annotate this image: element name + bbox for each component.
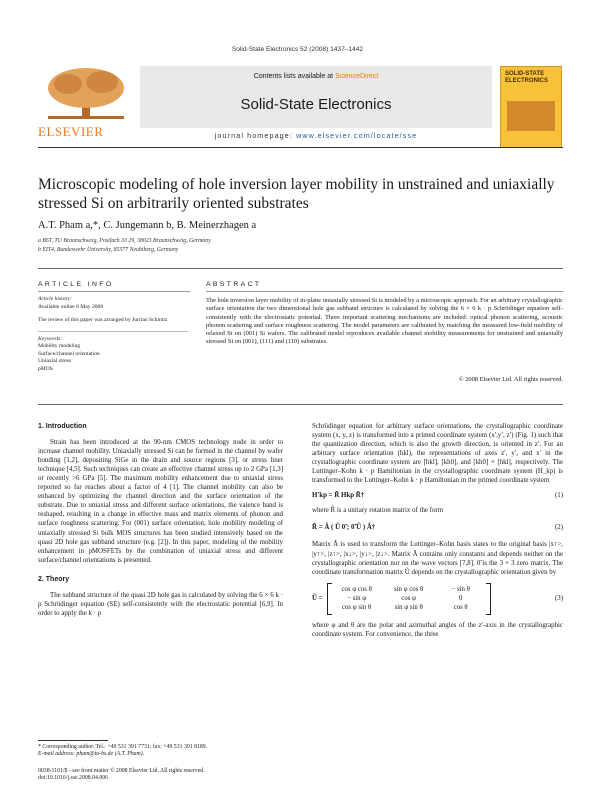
info-rule: [38, 291, 190, 292]
cover-title: SOLID-STATE ELECTRONICS: [505, 71, 549, 84]
keyword-item: Uniaxial stress: [38, 358, 72, 364]
matrix-cell: sin φ sin θ: [394, 604, 423, 612]
homepage-link[interactable]: www.elsevier.com/locate/sse: [296, 131, 418, 140]
theory-heading: 2. Theory: [38, 575, 70, 583]
equation-1-body: H′kp = R̃ Hkp R̃†: [312, 492, 365, 500]
keyword-item: Mobility modeling: [38, 343, 81, 349]
cover-image: [507, 101, 555, 131]
matrix-cell: cos φ sin θ: [342, 604, 372, 612]
right-paragraph-2: where R̃ is a unitary rotation matrix of the form: [312, 507, 444, 515]
equation-3: [312, 583, 563, 615]
info-top-rule: [38, 268, 563, 269]
issn-line: 0038-1101/$ - see front matter © 2008 Elsevier Ltd. All rights reserved.: [38, 768, 205, 774]
right-paragraph-4: where φ and θ are the polar and azimuthal angles of the z′-axis in the crystallographic coordinate system. For convenience, the three: [312, 621, 563, 638]
affiliation-b: b EIT4, Bundeswehr University, 85577 Neubiberg, Germany: [38, 247, 179, 253]
matrix-cell: − sin φ: [347, 595, 367, 603]
history-value: Available online 8 May 2008: [38, 303, 104, 310]
footnote-rule: [38, 740, 108, 741]
abstract-rule: [206, 291, 563, 292]
equation-2-body: R̃ = Ã ( Ũ 0̃ ; 0̃ Ũ ) Ã†: [312, 524, 376, 532]
footnote-corresponding: * Corresponding author. Tel.: +49 531 391 7731; fax: +49 531 391 8189.: [38, 744, 208, 750]
equation-1-number: (1): [554, 492, 563, 500]
footnotes: [38, 744, 283, 759]
affiliation-a: a BST, TU Braunschweig, Postfach 33 29, 38023 Braunschweig, Germany: [38, 238, 211, 244]
article-info-block: [38, 296, 188, 373]
abstract-heading: ABSTRACT: [206, 281, 262, 288]
matrix-cell: − sin θ: [451, 586, 470, 594]
contents-line: [140, 73, 492, 80]
body-top-rule: [38, 404, 563, 405]
right-paragraph-1: Schrödinger equation for arbitrary surface orientations, the crystallographic coordinate system (x, y, z) is transformed into a primed coordinate system (x′,y′, z′) (Fig. 1) such that the quantization direction, which is also the growth direction, is oriented in z′. For an arbitrary surface orientation (hkl), the representations of axes z′, y′, and x′ in the crystallographic coordinate system are [hkl], [kh0], and [kh0] × [hkl], respectively. The Luttinger–Kohn k · p Hamiltonian in the crystallographic coordinate system (H_kp) is transformed to the Luttinger–Kohn k · p Hamiltonian in the primed coordinate system: [312, 423, 563, 485]
article-title: Microscopic modeling of hole inversion layer mobility in unstrained and uniaxially stressed Si on arbitrarily oriented substrates: [38, 176, 555, 212]
right-paragraph-3: Matrix Ã is used to transform the Luttinger–Kohn basis states to the original basis |x↑>, |y↑>, |z↑>, |x↓>, |y↓>, |z↓>. Matrix Ã contains only constants and depends neither on the crystallographic orientation nor on the wave vectors [7,8]. 0̃ is the 3 × 3 zero matrix. The coordinate transformation matrix Ũ depends on the crystallographic orientation given by: [312, 541, 563, 576]
publication-info: [38, 768, 283, 783]
equation-1: [312, 491, 563, 500]
footnote-email: E-mail address: pham@tu-bs.de (A.T. Pham).: [38, 751, 145, 758]
keyword-item: Surface/channel orientation: [38, 350, 100, 357]
journal-citation: Solid-State Electronics 52 (2008) 1437–1442: [231, 46, 364, 53]
sciencedirect-link[interactable]: ScienceDirect: [335, 73, 379, 80]
keywords-label: Keywords:: [38, 335, 63, 342]
matrix-u-label: Ũ =: [312, 595, 323, 603]
publisher-wordmark: ELSEVIER: [38, 124, 104, 139]
theory-paragraph: The subband structure of the quasi 2D hole gas is calculated by solving the 6 × 6 k · p Schrödinger equation (SE) self-consistently with the electrostatic potential [6,9]. In order to apply the k · p: [38, 591, 283, 617]
left-column: [38, 422, 283, 618]
equation-2: [312, 523, 563, 532]
matrix-cell: cos φ cos θ: [341, 586, 372, 594]
history-label: Article history:: [38, 296, 73, 302]
article-authors: A.T. Pham a,*, C. Jungemann b, B. Meinerzhagen a: [38, 220, 257, 231]
contents-prefix: Contents lists available at: [253, 73, 336, 80]
matrix-right-bracket: [486, 583, 491, 615]
abstract-text: The hole inversion layer mobility of in-plane uniaxially stressed Si is modeled by a microscopic approach. For an arbitrary crystallographic surface orientation the two dimensional hole gas subband structure is calculated by solving the 6 × 6 k · p Schrödinger equation self-consistently with the electrostatic potential. Three important scattering mechanisms are included: optical phonon scattering, acoustic phonon scattering and surface roughness scattering. The model parameters are calibrated by matching the measured low-field mobility of relaxed Si on (001) Si wafers. The calibrated model reproduces available channel mobility measurements for unstrained and uniaxially stressed Si on (001), (111) and (110) substrates.: [206, 297, 563, 346]
equation-2-number: (2): [554, 524, 563, 532]
matrix-rows: [332, 585, 486, 612]
journal-homepage: [140, 131, 492, 140]
matrix-cell: 0: [458, 595, 463, 603]
journal-title: Solid-State Electronics: [240, 96, 392, 113]
tree-icon: [38, 66, 134, 122]
doi-line[interactable]: doi:10.1016/j.sse.2008.04.006: [38, 775, 109, 782]
homepage-prefix: journal homepage:: [214, 131, 297, 140]
keyword-item: pMOS: [38, 365, 53, 372]
abstract-copyright: © 2008 Elsevier Ltd. All rights reserved.: [458, 376, 563, 383]
matrix-cell: sin φ cos θ: [394, 586, 424, 594]
matrix-u: [312, 583, 491, 615]
matrix-row: [335, 603, 483, 612]
equation-3-number: (3): [554, 595, 563, 603]
review-note: The review of this paper was arranged by Jurrian Schmitz: [38, 317, 168, 323]
right-column: [312, 422, 563, 639]
intro-paragraph: Strain has been introduced at the 90-nm CMOS technology node in order to increase channel mobility. Uniaxially stressed Si can be formed in the channel by wafer bonding [1,2], depositing SiGe in the drain and source regions [3], or stress liner technique [4,5]. Such techniques can create an effective channel stress up to 2 GPa [1,3] or recently >6 GPa [5]. The maximum mobility enhancement due to uniaxial stress reported so far reaches about a factor of 4 [1]. The channel mobility can also be enhanced by optimizing the channel direction and the surface orientation of the substrate. Due to uniaxial stress and different surface orientations, the valence band is reshaped, resulting in a change in effective mass and matrix elements of phonon and surface roughness scattering. For (001) surface orientation, hole mobility modeling of uniaxially stressed Si bulk MOS structures has been studied intensively based on the quasi 2D hole gas subband structure (e.g. [2]). In this paper, modeling of the mobility enhancement in pMOSFETs by the combination of uniaxial stress and different surface/channel orientations is presented.: [38, 439, 283, 564]
intro-heading: 1. Introduction: [38, 423, 87, 430]
matrix-cell: cos φ: [401, 595, 416, 603]
article-info-heading: ARTICLE INFO: [38, 281, 114, 288]
header-rule: [38, 147, 563, 148]
matrix-row: [335, 585, 483, 594]
matrix-cell: cos θ: [453, 604, 468, 612]
matrix-row: [335, 594, 483, 603]
keywords-rule: [38, 331, 188, 332]
journal-cover-thumbnail[interactable]: [500, 66, 562, 148]
